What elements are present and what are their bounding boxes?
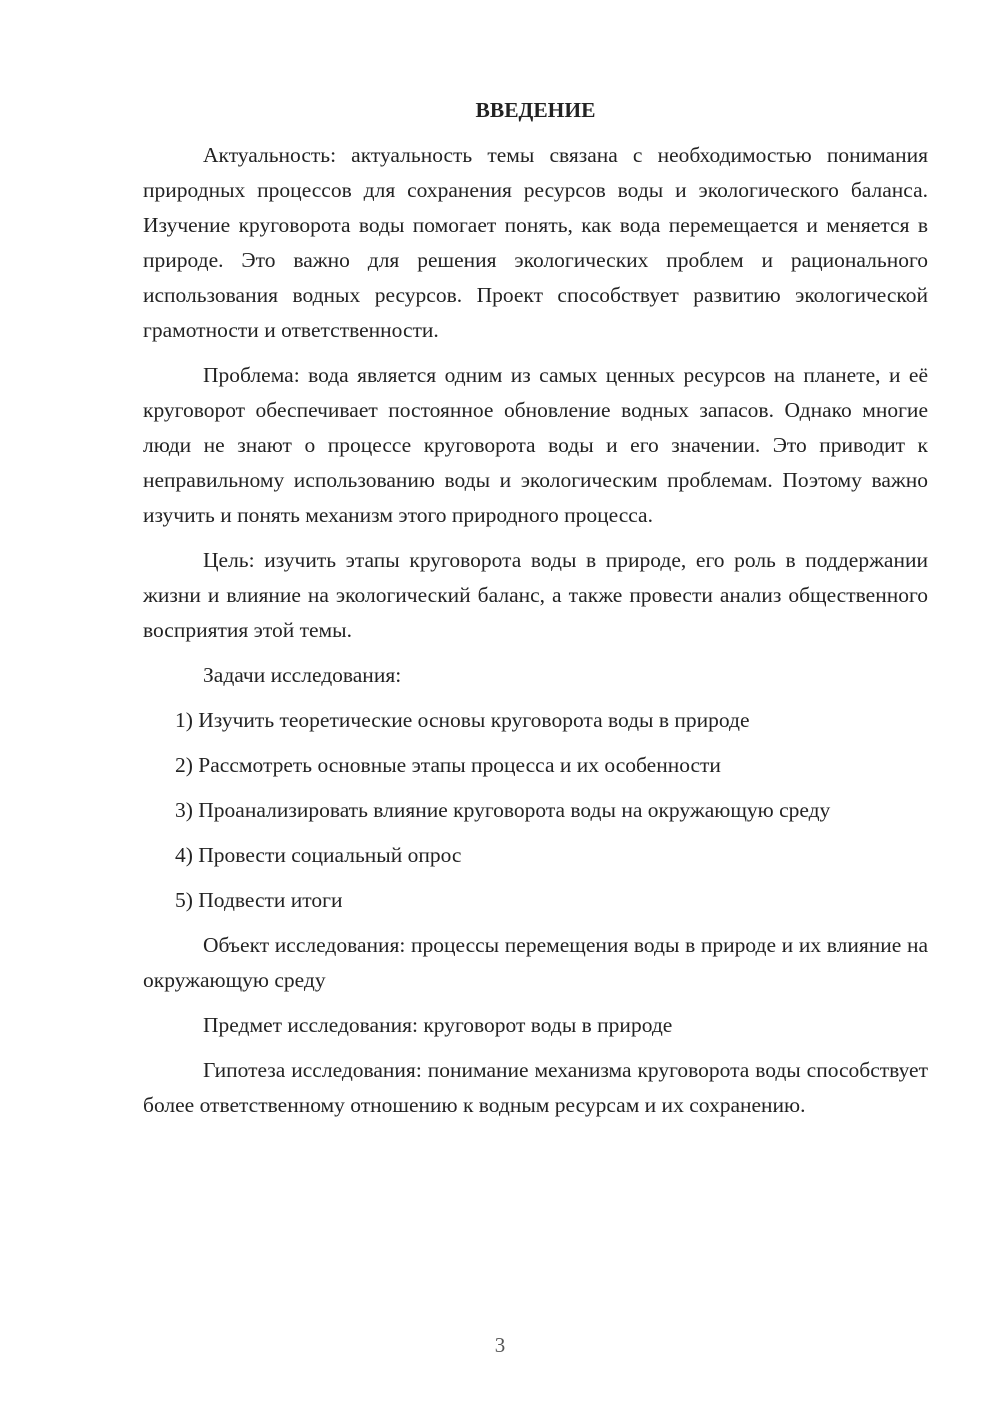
page-number: 3 xyxy=(494,1333,506,1357)
hypothesis-paragraph: Гипотеза исследования: понимание механизма круговорота воды способствует более ответственному отношению к водным ресурсам и их сохранению. xyxy=(143,1058,928,1117)
problem-paragraph: Проблема: вода является одним из самых ценных ресурсов на планете, и её круговорот обеспечивает постоянное обновление водных запасов. Однако многие люди не знают о процессе круговорота воды и его значении. Это приводит к неправильному использованию воды и экологическим проблемам. Поэтому важно изучить и понять механизм этого природного процесса. xyxy=(143,363,928,527)
task-item-4: 4) Провести социальный опрос xyxy=(175,843,462,867)
task-item-2: 2) Рассмотреть основные этапы процесса и их особенности xyxy=(175,753,721,777)
section-title: ВВЕДЕНИЕ xyxy=(475,98,596,122)
document-page xyxy=(143,92,928,1133)
task-item-5: 5) Подвести итоги xyxy=(175,888,343,912)
task-item-1: 1) Изучить теоретические основы круговорота воды в природе xyxy=(175,708,750,732)
relevance-paragraph: Актуальность: актуальность темы связана с необходимостью понимания природных процессов для сохранения ресурсов воды и экологического баланса. Изучение круговорота воды помогает понять, как вода перемещается и меняется в природе. Это важно для решения экологических проблем и рационального использования водных ресурсов. Проект способствует развитию экологической грамотности и ответственности. xyxy=(143,143,928,342)
goal-paragraph: Цель: изучить этапы круговорота воды в природе, его роль в поддержании жизни и влияние на экологический баланс, а также провести анализ общественного восприятия этой темы. xyxy=(143,548,928,642)
task-item-3: 3) Проанализировать влияние круговорота воды на окружающую среду xyxy=(175,798,831,822)
object-paragraph: Объект исследования: процессы перемещения воды в природе и их влияние на окружающую среду xyxy=(143,933,928,992)
tasks-heading: Задачи исследования: xyxy=(203,663,402,687)
subject-paragraph: Предмет исследования: круговорот воды в природе xyxy=(203,1013,673,1037)
